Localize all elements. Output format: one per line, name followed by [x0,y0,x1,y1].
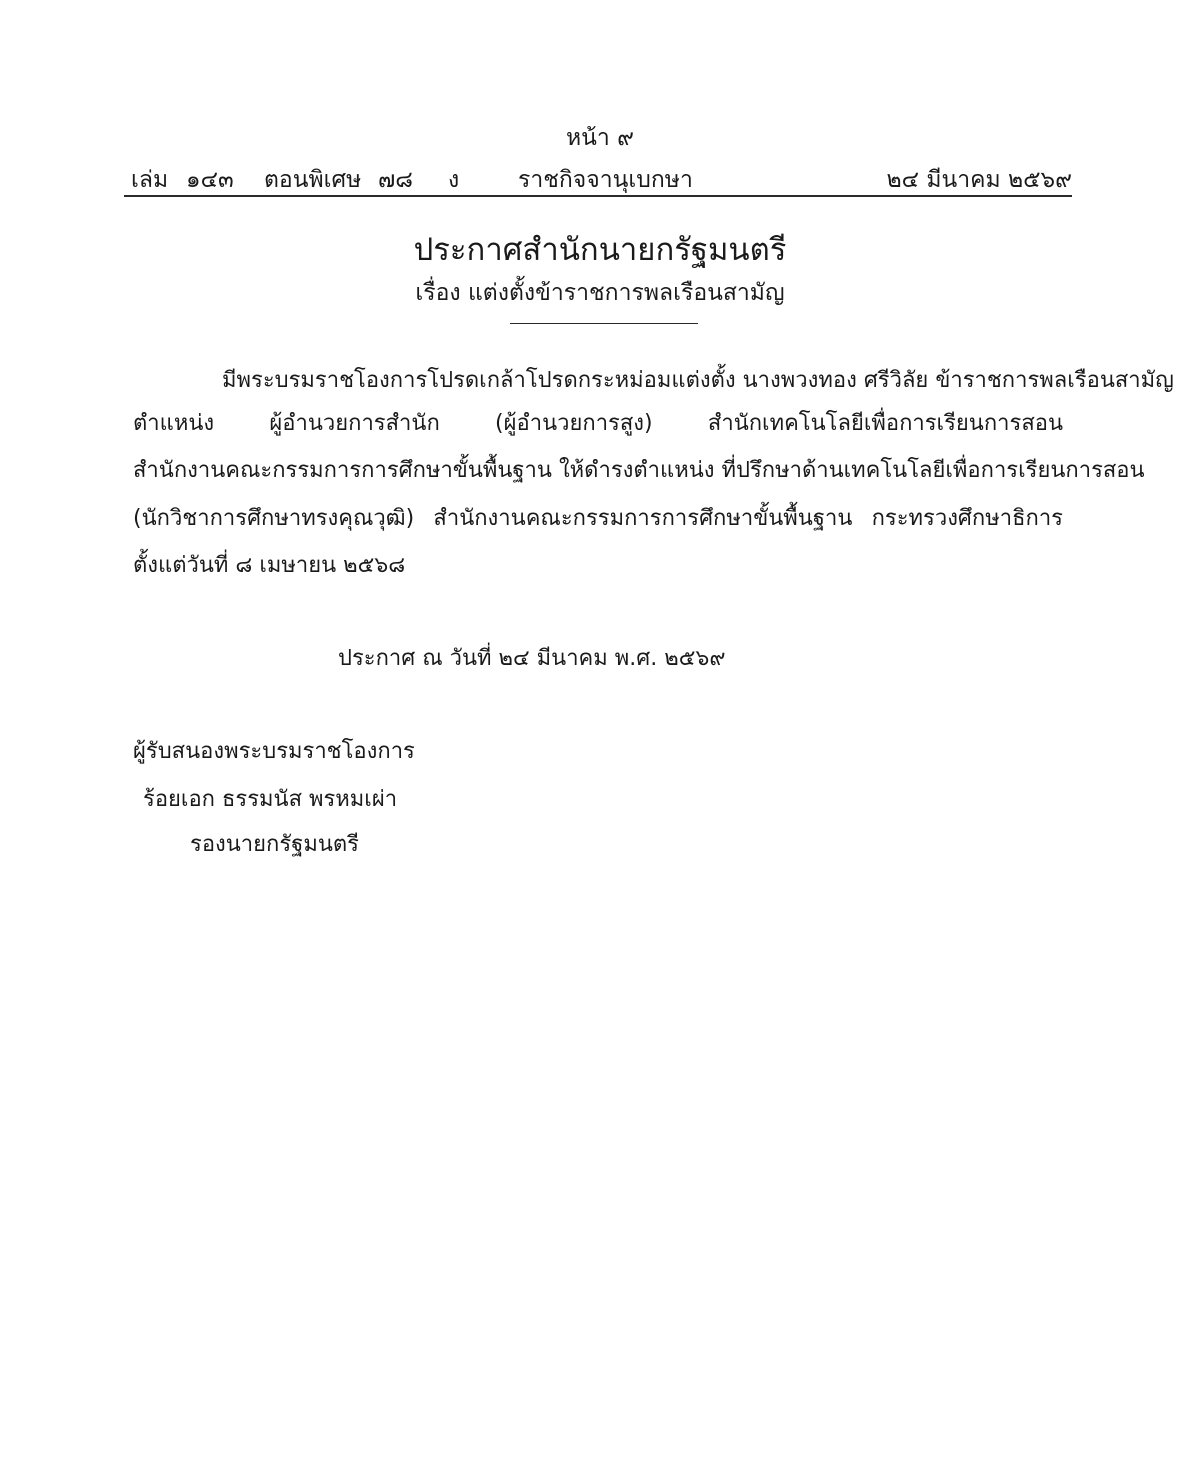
document-title: ประกาศสำนักนายกรัฐมนตรี [413,232,787,268]
header-rule [124,195,1072,197]
title-divider [510,323,698,324]
document-subject: เรื่อง แต่งตั้งข้าราชการพลเรือนสามัญ [415,280,785,306]
volume-label: เล่ม [131,167,169,193]
body-line: (นักวิชาการศึกษาทรงคุณวุฒิ) สำนักงานคณะกรรมการการศึกษาขั้นพื้นฐาน กระทรวงศึกษาธิการ [133,506,1063,531]
countersign-position: รองนายกรัฐมนตรี [190,832,359,857]
section-letter: ง [448,167,460,193]
given-date: ประกาศ ณ วันที่ ๒๔ มีนาคม พ.ศ. ๒๕๖๙ [338,646,726,671]
countersign-label: ผู้รับสนองพระบรมราชโองการ [133,739,415,764]
gazette-name: ราชกิจจานุเบกษา [518,167,693,193]
body-line: ตั้งแต่วันที่ ๘ เมษายน ๒๕๖๘ [133,553,406,578]
body-line: ตำแหน่ง ผู้อำนวยการสำนัก (ผู้อำนวยการสูง) สำนักเทคโนโลยีเพื่อการเรียนการสอน [133,411,1063,436]
body-line: มีพระบรมราชโองการโปรดเกล้าโปรดกระหม่อมแต่งตั้ง นางพวงทอง ศรีวิลัย ข้าราชการพลเรือนสามัญ [222,368,1174,393]
section-label: ตอนพิเศษ [264,167,362,193]
countersign-name: ร้อยเอก ธรรมนัส พรหมเผ่า [143,787,398,812]
volume-number: ๑๔๓ [186,167,234,193]
page-number: หน้า ๙ [566,125,634,151]
section-number: ๗๘ [378,167,414,193]
body-line: สำนักงานคณะกรรมการการศึกษาขั้นพื้นฐาน ให้ดำรงตำแหน่ง ที่ปรึกษาด้านเทคโนโลยีเพื่อการเรียนการสอน [133,458,1145,483]
header-date: ๒๔ มีนาคม ๒๕๖๙ [886,167,1072,193]
